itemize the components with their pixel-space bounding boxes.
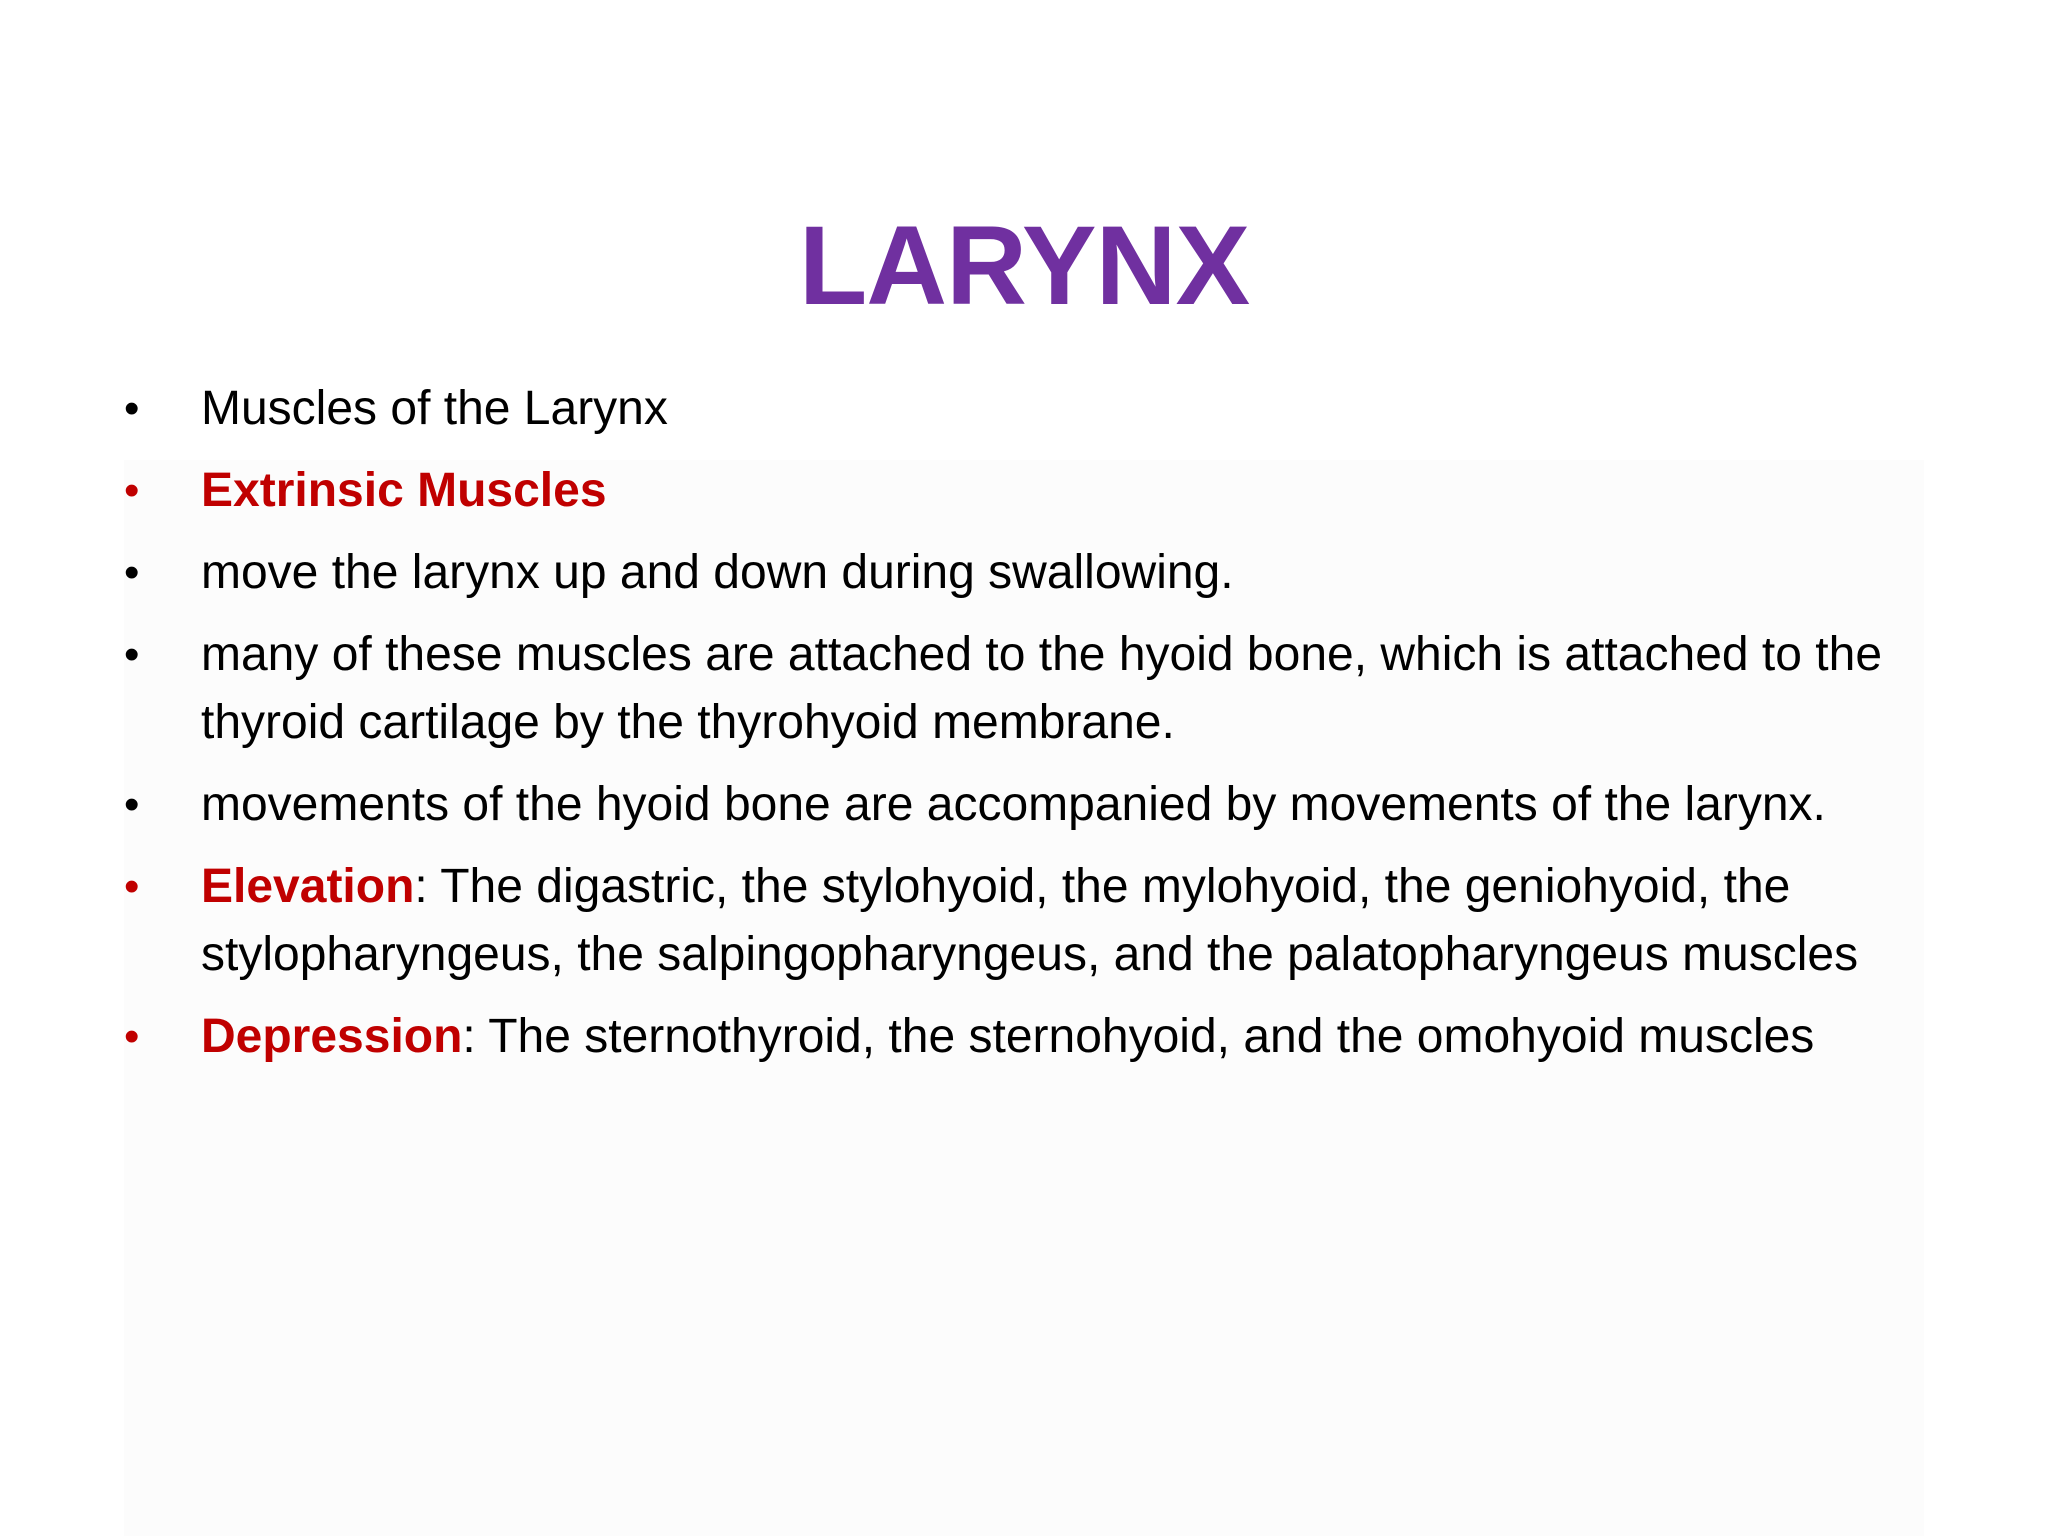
bullet-item-depression [124,1003,1934,1071]
bullet-item-hyoid-attachment [124,621,1934,757]
bullet-text: many of these muscles are attached to the hyoid bone, which is attached to the thyroid cartilage by the thyrohyoid membrane. [201,628,1883,749]
bullet-item-extrinsic-muscles [124,457,1934,525]
bullet-label: Extrinsic Muscles [201,464,607,517]
bullet-dot-icon: • [124,630,140,679]
bullet-text: : The digastric, the stylohyoid, the mylohyoid, the geniohyoid, the stylopharyngeus, the salpingopharyngeus, and the palatopharyngeus muscles [201,860,1859,981]
bullet-dot-icon: • [124,862,140,911]
bullet-label: Depression [201,1010,463,1063]
bullet-dot-icon: • [124,1012,140,1061]
bullet-list [124,375,1934,1085]
bullet-text: movements of the hyoid bone are accompanied by movements of the larynx. [201,778,1826,831]
bullet-dot-icon: • [124,384,140,433]
bullet-dot-icon: • [124,780,140,829]
bullet-dot-icon: • [124,466,140,515]
bullet-item-hyoid-movements [124,771,1934,839]
bullet-item-move-larynx [124,539,1934,607]
bullet-text: : The sternothyroid, the sternohyoid, and the omohyoid muscles [462,1010,1815,1063]
bullet-text: Muscles of the Larynx [201,382,668,435]
slide-title: LARYNX [798,203,1250,329]
bullet-text: move the larynx up and down during swallowing. [201,546,1234,599]
bullet-dot-icon: • [124,548,140,597]
bullet-item-muscles-of-larynx [124,375,1934,443]
bullet-label: Elevation [201,860,415,913]
bullet-item-elevation [124,853,1934,989]
